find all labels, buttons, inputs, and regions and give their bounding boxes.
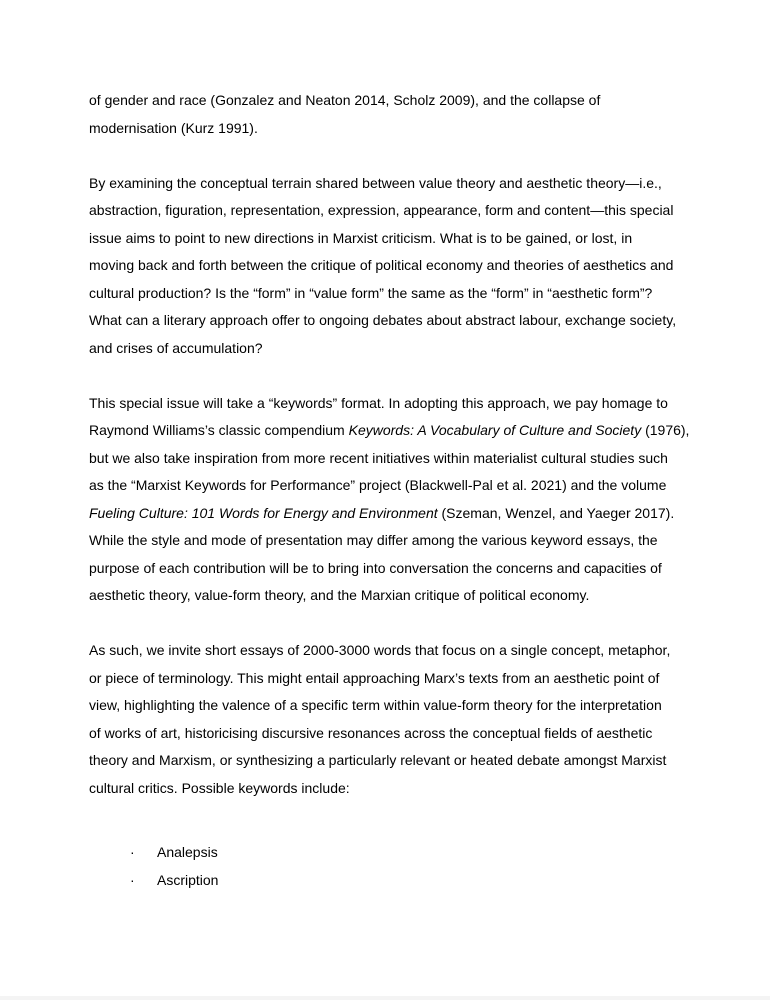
text-line: purpose of each contribution will be to bring into conversation the concerns and capacities of: [89, 559, 662, 576]
text-line: and crises of accumulation?: [89, 339, 263, 356]
paragraph-4: [89, 637, 693, 802]
text-line: What can a literary approach offer to ongoing debates about abstract labour, exchange society,: [89, 312, 677, 328]
text-line: [89, 500, 693, 528]
text-line: cultural production? Is the “form” in “value form” the same as the “form” in “aesthetic form”?: [89, 284, 653, 301]
text-line: modernisation (Kurz 1991).: [89, 119, 258, 136]
text-line: view, highlighting the valence of a specific term within value-form theory for the interpretation: [89, 697, 662, 713]
text-line: cultural critics. Possible keywords include:: [89, 779, 350, 796]
paragraph-3: [89, 390, 693, 610]
keyword-list: [130, 839, 218, 895]
page-bottom-edge: [0, 996, 770, 1000]
text-line: of works of art, historicising discursive resonances across the conceptual fields of aesthetic: [89, 724, 653, 741]
italic-title: Fueling Culture: 101 Words for Energy and Environment: [89, 504, 438, 521]
paragraph-1: [89, 87, 693, 142]
text-line: [89, 417, 693, 445]
text-line: abstraction, figuration, representation, expression, appearance, form and content—this special: [89, 202, 674, 218]
text-line: issue aims to point to new directions in Marxist criticism. What is to be gained, or lost, in: [89, 229, 633, 246]
text-line: or piece of terminology. This might entail approaching Marx’s texts from an aesthetic point of: [89, 669, 660, 686]
text-segment: (1976),: [641, 422, 690, 438]
bullet-icon: ·: [130, 844, 135, 860]
italic-title: Keywords: A Vocabulary of Culture and Society: [348, 422, 642, 438]
text-line: of gender and race (Gonzalez and Neaton 2014, Scholz 2009), and the collapse of: [89, 92, 601, 108]
keyword-label: Analepsis: [157, 844, 218, 860]
text-line: as the “Marxist Keywords for Performance” project (Blackwell-Pal et al. 2021) and the volume: [89, 477, 667, 493]
text-line: aesthetic theory, value-form theory, and the Marxian critique of political economy.: [89, 587, 590, 603]
keyword-item: [130, 839, 218, 867]
text-line: moving back and forth between the critique of political economy and theories of aesthetics and: [89, 257, 674, 273]
document-body: [89, 87, 693, 830]
text-line: As such, we invite short essays of 2000-3000 words that focus on a single concept, metaphor,: [89, 642, 671, 658]
text-line: While the style and mode of presentation may differ among the various keyword essays, the: [89, 532, 658, 548]
text-line: This special issue will take a “keywords” format. In adopting this approach, we pay homage to: [89, 394, 668, 411]
text-segment: (Szeman, Wenzel, and Yaeger 2017).: [437, 504, 675, 521]
keyword-label: Ascription: [157, 872, 219, 888]
text-line: but we also take inspiration from more recent initiatives within materialist cultural studies such: [89, 449, 668, 466]
keyword-item: [130, 867, 218, 895]
text-line: theory and Marxism, or synthesizing a particularly relevant or heated debate amongst Marxist: [89, 752, 667, 768]
paragraph-2: [89, 170, 693, 363]
text-segment: Raymond Williams’s classic compendium: [89, 422, 349, 438]
text-line: By examining the conceptual terrain shared between value theory and aesthetic theory—i.e.,: [89, 174, 662, 191]
bullet-icon: ·: [130, 872, 135, 888]
